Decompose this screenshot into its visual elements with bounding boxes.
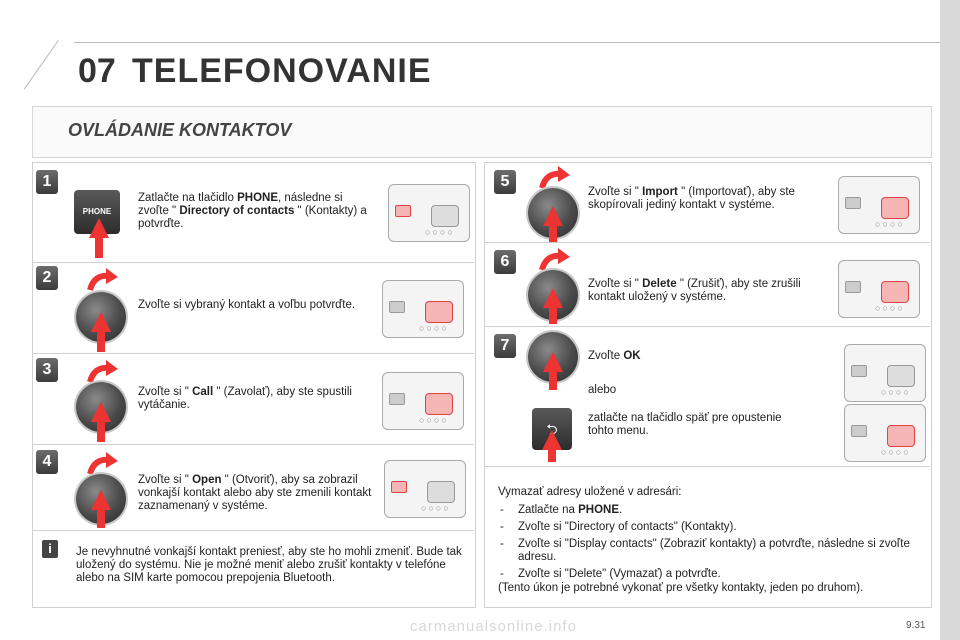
radio-button-highlight: [391, 481, 407, 493]
red-arrow-head: [543, 352, 563, 372]
red-arrow-icon: [549, 306, 557, 324]
step-7-badge: 7: [494, 334, 516, 358]
rotate-arrow-icon: [86, 360, 118, 384]
red-arrow-icon: [97, 508, 105, 528]
rotate-arrow-icon: [86, 452, 118, 476]
red-arrow-head: [91, 402, 111, 422]
side-tab-strip: [940, 0, 960, 640]
row-divider: [32, 530, 474, 531]
red-arrow-icon: [549, 224, 557, 242]
row-divider: [32, 262, 474, 263]
step-3-text: Zvoľte si " Call " (Zavolať), aby ste spustili vytáčanie.: [138, 386, 352, 411]
radio-panel-icon: ○○○○: [388, 184, 470, 242]
list-item: - Zatlačte na PHONE.: [498, 504, 918, 517]
list-item: - Zvoľte si "Directory of contacts" (Kontakty).: [498, 521, 918, 534]
list-item: - Zvoľte si "Delete" (Vymazať) a potvrďte.: [498, 568, 918, 581]
page-number: 9.31: [906, 620, 926, 631]
radio-dial-highlight: [425, 301, 453, 323]
red-arrow-head: [89, 218, 109, 238]
radio-panel-icon: ○○○○: [384, 460, 466, 518]
delete-outro: (Tento úkon je potrebné vykonať pre všetky kontakty, jeden po druhom).: [498, 582, 864, 594]
chapter-number: 07: [78, 52, 116, 90]
red-arrow-head: [542, 430, 562, 450]
step-1-badge: 1: [36, 170, 58, 194]
step-6-text: Zvoľte si " Delete " (Zrušiť), aby ste zrušili kontakt uložený v systéme.: [588, 278, 801, 303]
step-6-badge: 6: [494, 250, 516, 274]
radio-panel-icon: ○○○○: [844, 344, 926, 402]
step-5-text: Zvoľte si " Import " (Importovať), aby ste skopírovali jediný kontakt v systéme.: [588, 186, 795, 211]
red-arrow-head: [91, 312, 111, 332]
title-slash: [24, 40, 59, 90]
step-5-badge: 5: [494, 170, 516, 194]
red-arrow-head: [91, 490, 111, 510]
delete-intro: Vymazať adresy uložené v adresári:: [498, 486, 682, 498]
step-4-text: Zvoľte si " Open " (Otvoriť), aby sa zobrazil vonkajší kontakt alebo aby ste zmenili kontakt zaznamenaný v systéme.: [138, 474, 372, 512]
rotate-arrow-icon: [538, 248, 570, 272]
radio-dial-highlight: [881, 281, 909, 303]
red-arrow-icon: [95, 236, 103, 258]
row-divider: [32, 444, 474, 445]
step-1-text: Zatlačte na tlačidlo PHONE, následne si zvoľte " Directory of contacts " (Kontakty) a potvrďte.: [138, 192, 367, 230]
row-divider: [484, 466, 930, 467]
radio-panel-icon: ○○○○: [382, 372, 464, 430]
step-2-text: Zvoľte si vybraný kontakt a voľbu potvrďte.: [138, 299, 356, 311]
delete-steps-list: [498, 504, 918, 585]
step-7-back-text: zatlačte na tlačidlo späť pre opustenie tohto menu.: [588, 412, 782, 437]
info-note: Je nevyhnutné vonkajší kontakt preniesť, aby ste ho mohli zmeniť. Bude tak uložený do systému. Nie je možné meniť alebo zrušiť kontakty v telefóne alebo na SIM karte pomocou prepojenia Bluetooth.: [76, 546, 462, 584]
radio-panel-icon: ○○○○: [838, 260, 920, 318]
radio-panel-icon: ○○○○: [382, 280, 464, 338]
step-4-badge: 4: [36, 450, 58, 474]
red-arrow-icon: [97, 330, 105, 352]
step-2-badge: 2: [36, 266, 58, 290]
back-button-icon: ⮌: [532, 408, 572, 450]
red-arrow-head: [543, 288, 563, 308]
radio-dial-highlight: [881, 197, 909, 219]
red-arrow-icon: [549, 370, 557, 390]
chapter-title: TELEFONOVANIE: [132, 52, 432, 90]
info-icon: i: [42, 540, 58, 558]
phone-button-icon: PHONE: [74, 190, 120, 234]
row-divider: [484, 242, 930, 243]
watermark: carmanualsonline.info: [410, 618, 577, 635]
red-arrow-icon: [97, 420, 105, 442]
row-divider: [32, 353, 474, 354]
step-3-badge: 3: [36, 358, 58, 382]
red-arrow-head: [543, 206, 563, 226]
radio-panel-icon: ○○○○: [838, 176, 920, 234]
rotate-arrow-icon: [538, 166, 570, 190]
radio-back-highlight: [887, 425, 915, 447]
row-divider: [484, 326, 930, 327]
title-rule: [74, 42, 940, 43]
radio-dial-highlight: [425, 393, 453, 415]
section-title: OVLÁDANIE KONTAKTOV: [68, 120, 292, 140]
radio-panel-icon: ○○○○: [844, 404, 926, 462]
radio-dial: [431, 205, 459, 227]
list-item: - Zvoľte si "Display contacts" (Zobraziť kontakty) a potvrďte, následne si zvoľte adresu.: [498, 538, 918, 564]
radio-button-highlight: [395, 205, 411, 217]
rotate-arrow-icon: [86, 268, 118, 292]
step-7-text: Zvoľte OK: [588, 350, 641, 362]
step-7-or: alebo: [588, 384, 617, 396]
